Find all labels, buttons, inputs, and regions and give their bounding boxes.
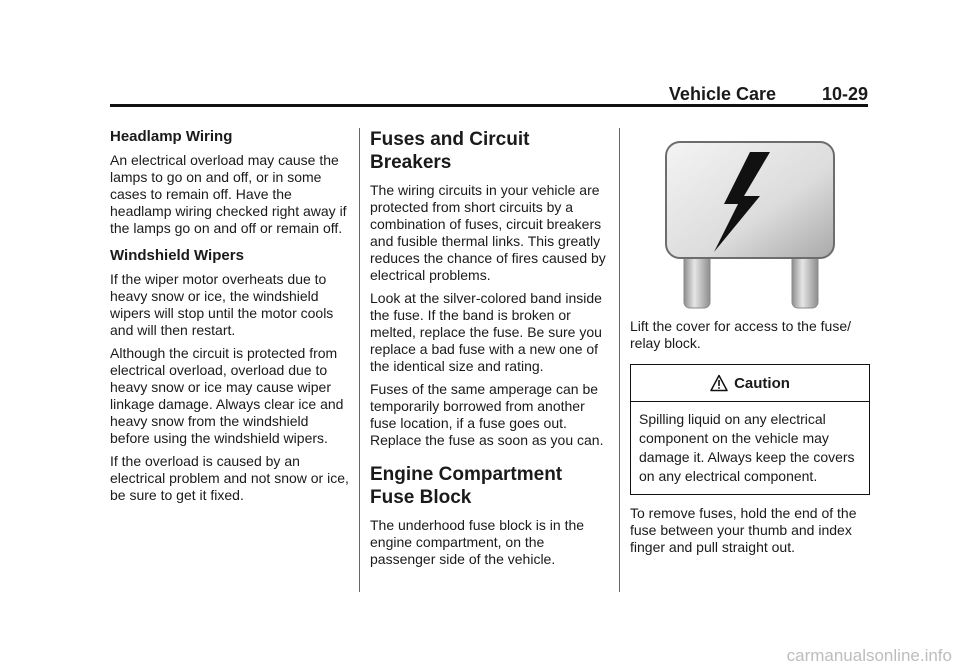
caution-header <box>631 365 869 402</box>
column-right <box>630 128 870 562</box>
caution-body <box>631 402 869 494</box>
engine-paragraph: The underhood fuse block is in the engine compartment, on the passenger side of the vehicle. <box>370 517 585 567</box>
headlamp-paragraph: An electrical overload may cause the lamps to go on and off, or in some cases to remain off. Have the headlamp wiring checked right away if the lamps go on and off or remain off. <box>110 152 347 236</box>
watermark: carmanualsonline.info <box>786 646 952 665</box>
caution-box <box>630 364 870 495</box>
wiper-paragraph-3: If the overload is caused by an electrical problem and not snow or ice, be sure to get it fixed. <box>110 453 349 503</box>
remove-fuses-text: To remove fuses, hold the end of the fuse between your thumb and index finger and pull straight out. <box>630 505 857 555</box>
windshield-wipers-heading: Windshield Wipers <box>110 247 244 264</box>
column-divider <box>619 128 620 592</box>
page-header <box>110 84 868 104</box>
column-divider <box>359 128 360 592</box>
fuses-heading: Fuses and Circuit Breakers <box>370 129 530 173</box>
page-number: 10-29 <box>821 84 868 104</box>
wiper-paragraph-1: If the wiper motor overheats due to heavy snow or ice, the windshield wipers will stop until the motor cools and will then restart. <box>110 271 334 338</box>
engine-fuse-block-heading: Engine Compartment Fuse Block <box>370 464 563 508</box>
fuses-paragraph-3: Fuses of the same amperage can be temporarily borrowed from another fuse location, if a fuse goes out. Replace the fuse as soon as you can. <box>370 381 604 448</box>
section-title: Vehicle Care <box>668 84 776 104</box>
headlamp-wiring-heading: Headlamp Wiring <box>110 128 233 145</box>
caution-triangle-icon <box>710 374 728 392</box>
header-rule <box>110 104 868 107</box>
caution-text: Spilling liquid on any electrical component on the vehicle may damage it. Always keep the covers on any electrical component. <box>639 411 855 484</box>
fuses-paragraph-2: Look at the silver-colored band inside the fuse. If the band is broken or melted, replace the fuse. Be sure you replace a bad fuse with a new one of the identical size and rating. <box>370 290 602 374</box>
column-left <box>110 128 350 510</box>
wiper-paragraph-2: Although the circuit is protected from electrical overload, overload due to heavy snow or ice may cause wiper linkage damage. Always clear ice and heavy snow from the windshield before using the windshield wipers. <box>110 345 344 446</box>
column-middle <box>370 128 610 574</box>
fuses-paragraph-1: The wiring circuits in your vehicle are protected from short circuits by a combination of fuses, circuit breakers and fusible thermal links. This greatly reduces the chance of fires caused by electrical problems. <box>370 182 606 283</box>
lift-cover-text: Lift the cover for access to the fuse/ relay block. <box>630 318 851 351</box>
fuse-lightning-icon <box>664 140 836 310</box>
caution-title: Caution <box>734 374 790 392</box>
